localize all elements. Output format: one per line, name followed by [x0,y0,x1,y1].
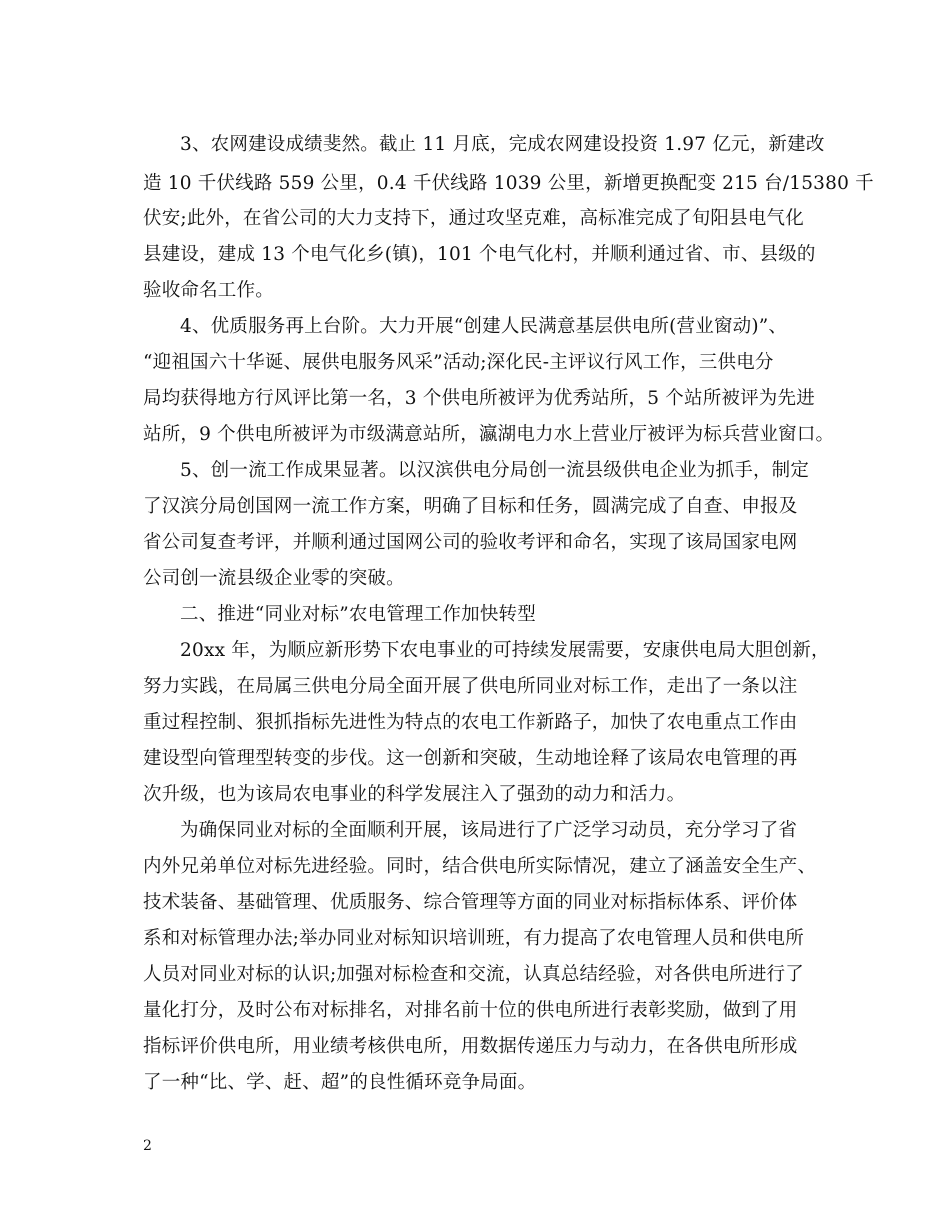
paragraph-line: 4、优质服务再上台阶。大力开展“创建人民满意基层供电所(营业窗动)”、 [180,316,788,337]
paragraph-line: 努力实践，在局属三供电分局全面开展了供电所同业对标工作，走出了一条以注 [143,676,798,697]
paragraph-line: 公司创一流县级企业零的突破。 [143,568,405,589]
paragraph-line: 局均获得地方行风评比第一名，3 个供电所被评为优秀站所，5 个站所被评为先进 [143,388,815,409]
paragraph-line: 量化打分，及时公布对标排名，对排名前十位的供电所进行表彰奖励，做到了用 [143,1000,798,1021]
paragraph-line: 为确保同业对标的全面顺利开展，该局进行了广泛学习动员，充分学习了省 [180,820,798,841]
paragraph-line: 省公司复查考评，并顺利通过国网公司的验收考评和命名，实现了该局国家电网 [143,532,798,553]
paragraph-line: 3、农网建设成绩斐然。截止 11 月底，完成农网建设投资 1.97 亿元，新建改 [180,134,825,155]
paragraph-line: 5、创一流工作成果显著。以汉滨供电分局创一流县级供电企业为抓手，制定 [180,460,810,481]
paragraph-line: 人员对同业对标的认识;加强对标检查和交流，认真总结经验，对各供电所进行了 [143,964,804,985]
paragraph-line: 伏安;此外，在省公司的大力支持下，通过攻坚克难，高标准完成了旬阳县电气化 [143,208,804,229]
paragraph-line: 站所，9 个供电所被评为市级满意站所，瀛湖电力水上营业厅被评为标兵营业窗口。 [143,424,835,445]
paragraph-line: 了一种“比、学、赶、超”的良性循环竞争局面。 [143,1072,537,1093]
paragraph-line: 县建设，建成 13 个电气化乡(镇)，101 个电气化村，并顺利通过省、市、县级的 [143,244,816,265]
paragraph-line: 验收命名工作。 [143,280,274,301]
paragraph-line: 重过程控制、狠抓指标先进性为特点的农电工作新路子，加快了农电重点工作由 [143,712,798,733]
paragraph-line: 技术装备、基础管理、优质服务、综合管理等方面的同业对标指标体系、评价体 [143,892,798,913]
paragraph-line: 指标评价供电所，用业绩考核供电所，用数据传递压力与动力，在各供电所形成 [143,1036,798,1057]
paragraph-line: “迎祖国六十华诞、展供电服务风采”活动;深化民-主评议行风工作，三供电分 [143,352,774,373]
paragraph-line: 造 10 千伏线路 559 公里，0.4 千伏线路 1039 公里，新增更换配变 215 台/15380 千 [143,173,874,194]
section-heading: 二、推进“同业对标”农电管理工作加快转型 [180,604,536,625]
paragraph-line: 内外兄弟单位对标先进经验。同时，结合供电所实际情况，建立了涵盖安全生产、 [143,856,817,877]
paragraph-line: 建设型向管理型转变的步伐。这一创新和突破，生动地诠释了该局农电管理的再 [143,748,798,769]
paragraph-line: 了汉滨分局创国网一流工作方案，明确了目标和任务，圆满完成了自查、申报及 [143,496,798,517]
paragraph-line: 次升级，也为该局农电事业的科学发展注入了强劲的动力和活力。 [143,784,686,805]
page-number: 2 [143,1138,152,1154]
paragraph-line: 20xx 年，为顺应新形势下农电事业的可持续发展需要，安康供电局大胆创新， [180,640,830,661]
paragraph-line: 系和对标管理办法;举办同业对标知识培训班，有力提高了农电管理人员和供电所 [143,928,804,949]
